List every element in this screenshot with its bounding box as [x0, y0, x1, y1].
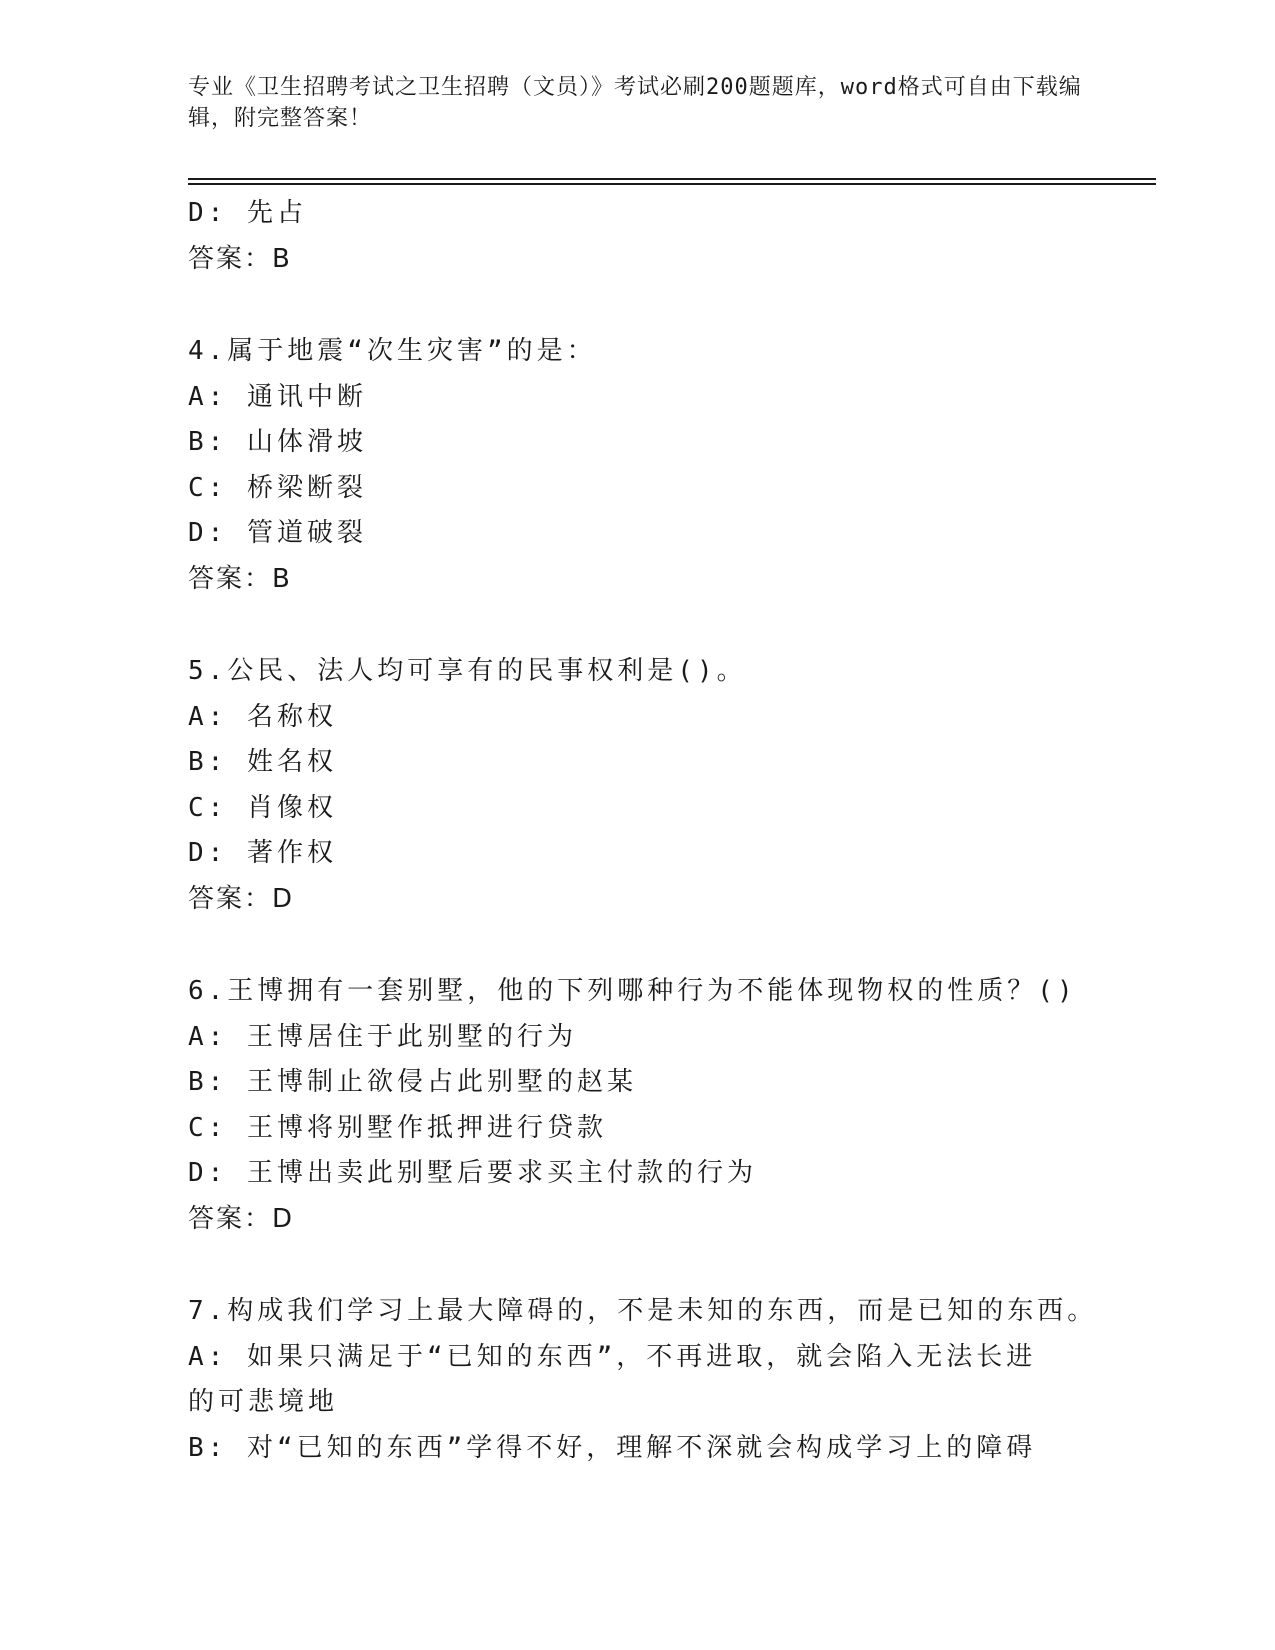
option-d: D: 王博出卖此别墅后要求买主付款的行为: [188, 1158, 757, 1188]
question-stem: 6.王博拥有一套别墅，他的下列哪种行为不能体现物权的性质？(): [188, 976, 1077, 1006]
question-content: [188, 191, 1098, 1471]
question-stem: 7.构成我们学习上最大障碍的，不是未知的东西，而是已知的东西。: [188, 1296, 1098, 1326]
option-a: A: 王博居住于此别墅的行为: [188, 1021, 577, 1052]
question-stem: 4.属于地震“次生灾害”的是：: [188, 336, 597, 366]
option-b: B: 姓名权: [188, 747, 337, 777]
answer: 答案：D: [188, 883, 295, 914]
page-header: 专业《卫生招聘考试之卫生招聘（文员）》考试必刷200题题库，word格式可自由下载编辑，附完整答案！: [188, 75, 1082, 131]
spacer: [188, 602, 1088, 649]
answer: 答案：D: [188, 1203, 295, 1234]
option-c: C: 王博将别墅作抵押进行贷款: [188, 1112, 607, 1143]
answer: 答案：B: [188, 243, 292, 274]
option-d: D: 著作权: [188, 838, 337, 868]
option-c: C: 肖像权: [188, 792, 337, 823]
option-b: B: 对“已知的东西”学得不好，理解不深就会构成学习上的障碍: [188, 1432, 1037, 1463]
option-b: B: 山体滑坡: [188, 427, 367, 457]
option-a: A: 名称权: [188, 701, 337, 732]
option-d: D: 管道破裂: [188, 518, 367, 548]
option-b: B: 王博制止欲侵占此别墅的赵某: [188, 1067, 637, 1097]
spacer: [188, 922, 1088, 969]
spacer: [188, 1242, 1088, 1289]
question-stem: 5.公民、法人均可享有的民事权利是()。: [188, 656, 747, 686]
option-a: A: 通讯中断: [188, 381, 367, 412]
option-d: D: 先占: [188, 198, 307, 228]
option-a: A: 如果只满足于“已知的东西”，不再进取，就会陷入无法长进的可悲境地: [188, 1341, 1037, 1417]
option-c: C: 桥梁断裂: [188, 472, 367, 503]
header-rule-bottom: [188, 183, 1156, 185]
answer: 答案：B: [188, 563, 292, 594]
spacer: [188, 282, 1088, 329]
header-rule-top: [188, 178, 1156, 180]
